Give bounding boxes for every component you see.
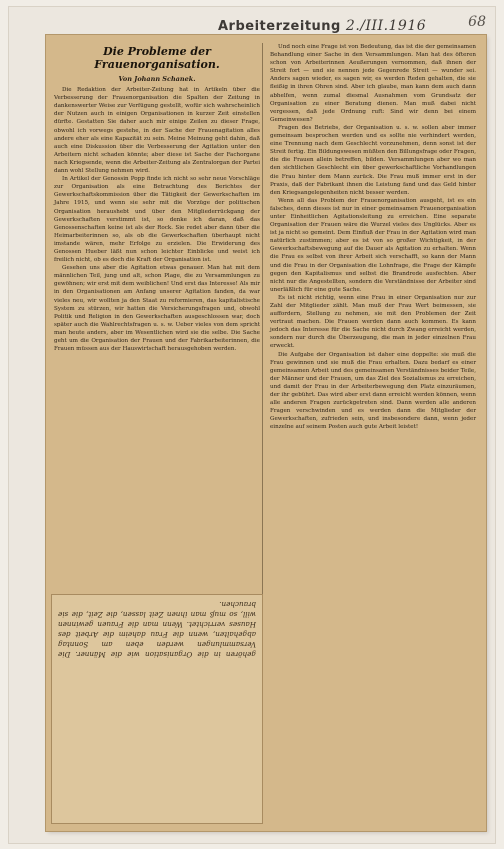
left-paragraph-2: In Artikel der Genossin Popp finde ich nicht so sehr neue Vorschläge zur Organisation als eine Betrachtung des Berichtes der Gewerkschaftskommission über die Tätigkeit der Gewerkschaften im Jahre 1915, und wenn sie sehr mit die Vorzüge der politischen Organisation heraushebt und über den Mitgliederrückgang der Gewerkschaften verstimmt ist, so denke ich daran, daß das Genossenschaften keine ist als der Rock. Sie redet aber dann über die Heimarbeiterinnen so, als ob die Gewerkschaften überhaupt nicht imstande wären, mehr Erfolge zu erzielen. Die Erwiderung des Genossen Hueber läßt nun schon leichter Einblicke und weist ich freilich nicht, ob es doch die Kraft der Organisation ist. [54, 176, 260, 264]
fragment-text: gehören in die Organisation wie die Männer. Die Versammlungen werden eben am Sonntag abgehalten, wenn die Frau daheim die Arbeit des Hauses verrichtet. Wenn man die Frauen gewinnen will, so muß man ihnen Zeit lassen, die Zeit, die sie brauchen. [58, 600, 256, 659]
left-paragraph-1: Die Redaktion der Arbeiter-Zeitung hat in Artikeln über die Verbesserung der Frauenorganisation die Spalten der Zeitung in dankenswerter Weise zur Verfügung gestellt, wofür sich wahrscheinlich der Nutzen auch in einigen Organisationen in kurzer Zeit einstellen dürfte. Gestatten Sie daher auch mir einige Zeilen zu dieser Frage, obwohl ich vorwegs gestehe, in der Sache der Frauenagitation alles andere eher als eine Kapazität zu sein. Meine Meinung geht dahin, daß auch eine Diskussion über die Verbesserung der Agitation unter den Arbeitern nicht schaden könnte; aber diese ist Sache der Fachorgane nach Kriegsende, wenn die Arbeiter-Zeitung als Zentralorgan der Partei dann wohl Stellung nehmen wird. [54, 87, 260, 175]
right-paragraph-4: Es ist nicht richtig, wenn eine Frau in einer Organisation nur zur Zahl der Mitglieder zählt. Man muß der Frau Wert beimessen, sie auffordern, Stellung zu nehmen, sie mit den Problemen der Zeit vertraut machen. Die Frauen werden dann auch kommen. Es kann jedoch das Interesse für die Sache nicht durch Zwang erreicht werden, sondern nur durch die Überzeugung, die man in jeder einzelnen Frau erweckt. [270, 294, 476, 350]
clipping-date: 2./III.1916 [345, 18, 427, 34]
archive-header [218, 18, 426, 34]
archive-number: 68 [468, 14, 486, 30]
upside-down-fragment [52, 595, 262, 823]
right-paragraph-2: Fragen des Betriebs, der Organisation u. s. w. sollen aber immer gemeinsam besprochen werden und es sollte nie verhindert werden, eine Trennung nach dem Geschlecht vorzunehmen, denn sonst ist der Streit fertig. Ein Bildungswesen müßten den Billungsfrage oder Fragen, die die Frauen allein betreffen, bilden. Versammlungen aber wo man den sichtlichen Geschlecht ein über gewerkschaftliche Vorhandlungen die Frau hinter dem Mann zurück. Die Frau muß immer erst in der Praxis, daß der Fabrikant ihnen die Leistung fand und das Geld hinter den Kriegsangelegenheiten nicht besser werden. [270, 124, 476, 196]
left-paragraph-3: Gesehen uns aber die Agitation etwas genauer. Man hat mit dem männlichen Teil, jung und alt, schon Plage, die zu Versammlungen zu gewöhnen; wir erst mit dem weiblichen! Und erst das Interesse! Als mir in den Organisationen am Anfang unserer Agitation fanden, da war vieles neu, wir wollten ja den Staat zu reformieren, das kapitalistische System zu stürzen, wir hatten die Versicherungsfragen und, obwohl Politik und Religion in den Gewerkschaften ausgeschlossen war, doch später auch die Wahlrechtsfragen u. s. w. Ueber vieles von dem spricht man heute anders, aber im Wesentlichen wird sie die selbe. Die Sache geht um die Organisation der Frauen und der Fabrikarbeiterinnen, die Frauen müssen aus der Hauswirtschaft herausgehoben werden. [54, 265, 260, 353]
right-paragraph-5: Die Aufgabe der Organisation ist daher eine doppelte: sie muß die Frau gewinnen und sie muß die Frau erhalten. Dazu bedarf es einer gemeinsamen Arbeit und des gemeinsamen Verständnisses beider Teile, der Männer und der Frauen, um das Ziel des Sozialismus zu erreichen, und damit der Frau in der Arbeiterbewegung den Platz einzuräumen, der ihr gebührt. Das wird aber erst dann erreicht werden können, wenn alle anderen Fragen zurückgetreten sind. Dann werden alle anderen Fragen verschwinden und es werden dann die Mitglieder der Gewerkschaften, zufrieden sein, und insbesondere dann, wenn jeder einzelne auf seinem Posten auch gute Arbeit leistet! [270, 351, 476, 431]
right-paragraph-3: Wenn all das Problem der Frauenorganisation ausgeht, ist es ein falsches, denn dieses ist nur in einer gemeinsamen Frauenorganisation unter Einheitlichen Agitationsleitung zu erreichen. Eine separate Organisation der Frauen wäre die Wurzel vieles des Unglücks. Aber es ist ja nicht so gemeint. Dem Einfluß der Frau in der Agitation wird man natürlich zustimmen; aber es ist von so großer Wichtigkeit, in der Gewerkschaftsbewegung auf die Dauer als Agitation zu erhalten. Wenn die Frau es selbst von ihrer Arbeit sich verschafft, so kann der Mann und die Frau in der Organisation die Lohnfrage, die Frage der Kämpfe gegen den Kapitalismus und selbst die Brandrede ausfechten. Aber nicht nur die Angestellten, sondern die Verständnisse der Arbeiter sind unerläßlich für eine gute Sache. [270, 197, 476, 293]
right-paragraph-1: Und noch eine Frage ist von Bedeutung, das ist die der gemeinsamen Behandlung einer Sache in den Versammlungen. Man hat des öfteren schon von Arbeiterinnen Aeußerungen vernommen, daß ihnen der Streit fort — und sie nennen jede Gegenrede Streit — wunder sei. Anders sagen wieder, es sagen wir, es werden Reden gehalten, die sie fleißig in ihren Ohren sind. Aber ich glaube, man kann dem auch dann abhelfen, wenn zumal diesmal Ausnahmen vom Grundsatz der Organisation zu einer Beratung dienen. Man muß dabei nicht vergessen, daß jede Ordnung ruft: Sind wir denn bei einem Gemeinwesen? [270, 44, 476, 123]
left-column [54, 43, 260, 353]
column-divider [262, 43, 263, 823]
newspaper-clipping [46, 35, 486, 831]
newspaper-name: Arbeiterzeitung [218, 19, 341, 34]
right-column [270, 43, 476, 823]
article-title: Die Probleme der Frauenorganisation. [94, 45, 220, 71]
article-author: Von Johann Schanek. [118, 75, 196, 83]
